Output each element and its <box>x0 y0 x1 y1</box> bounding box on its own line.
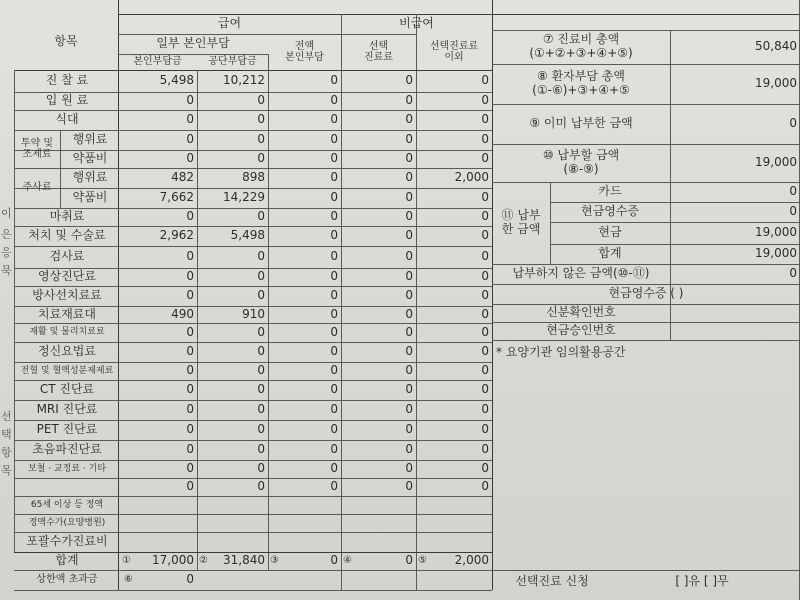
row-label: 재활 및 물리치료료 <box>29 327 105 338</box>
totals-marker: ⑤ <box>418 555 427 567</box>
side-char: 묵 <box>1 264 12 277</box>
group-label-dispensing: 투약 및 조제료 <box>20 137 54 160</box>
table-cell-value <box>197 532 268 552</box>
table-cell-value: 0 <box>186 461 194 476</box>
table-cell-value: 0 <box>481 190 489 205</box>
table-cell-value: 0 <box>330 479 338 494</box>
table-cell-value: 0 <box>330 151 338 166</box>
table-cell-value: 0 <box>257 442 265 457</box>
payment-method-value: 19,000 <box>755 246 797 261</box>
table-cell-value: 0 <box>481 442 489 457</box>
cash-receipt-label: 현금영수증 ( ) <box>608 286 684 301</box>
table-cell-value: 0 <box>481 382 489 397</box>
group-label-injection: 주사료 <box>22 182 52 194</box>
free-space-note: * 요양기관 임의활용공간 <box>496 345 626 360</box>
table-cell-value: 0 <box>481 461 489 476</box>
table-cell-value: 0 <box>186 382 194 397</box>
payment-method-label: 현금 <box>598 225 622 240</box>
totals-value: 0 <box>405 553 413 568</box>
table-cell-value: 0 <box>186 442 194 457</box>
table-cell-value <box>416 532 492 552</box>
calc-paid-amount-label: ⑪ 납부 한 금액 <box>501 208 541 236</box>
row-label: 포괄수가진료비 <box>26 534 108 549</box>
table-cell-value: 0 <box>405 402 413 417</box>
table-cell-value: 0 <box>481 228 489 243</box>
table-cell-value: 0 <box>257 249 265 264</box>
table-cell-value: 0 <box>330 461 338 476</box>
totals-marker: ④ <box>343 555 352 567</box>
row-label: 처치 및 수술료 <box>28 228 106 243</box>
table-cell-value: 7,662 <box>159 190 194 205</box>
table-cell-value: 0 <box>481 209 489 224</box>
table-cell-value: 0 <box>405 344 413 359</box>
row-label: 진 찰 료 <box>45 73 89 88</box>
payment-method-value: 0 <box>789 184 797 199</box>
table-cell-value: 0 <box>330 249 338 264</box>
row-label: 식대 <box>55 112 79 127</box>
calc-paid-label: ⑨ 이미 납부한 금액 <box>529 116 633 131</box>
side-char: 목 <box>1 464 12 477</box>
table-cell-value: 5,498 <box>159 73 194 88</box>
table-cell-value: 0 <box>405 479 413 494</box>
table-cell-value: 0 <box>405 228 413 243</box>
optional-request-label: 선택진료 신청 <box>515 574 589 589</box>
cap-marker: ⑥ <box>124 574 133 586</box>
column-header-item: 항목 <box>54 34 78 49</box>
calc-due-value: 19,000 <box>755 155 797 170</box>
side-char: 응 <box>1 246 12 259</box>
table-cell-value: 0 <box>330 324 338 339</box>
table-cell-value: 0 <box>481 151 489 166</box>
table-cell-value: 0 <box>405 112 413 127</box>
table-cell-value: 0 <box>186 288 194 303</box>
table-cell-value: 14,229 <box>223 190 265 205</box>
table-cell-value: 0 <box>481 324 489 339</box>
table-cell-value: 0 <box>186 479 194 494</box>
payment-method-label: 합계 <box>598 246 622 261</box>
calc-total-value: 50,840 <box>755 39 797 54</box>
table-cell-value: 0 <box>257 363 265 378</box>
payment-method-value: 0 <box>789 204 797 219</box>
table-cell-value: 0 <box>405 442 413 457</box>
totals-marker: ③ <box>270 555 279 567</box>
totals-marker: ① <box>122 555 131 567</box>
table-cell-value: 0 <box>186 363 194 378</box>
table-cell-value: 0 <box>330 228 338 243</box>
table-cell-value: 2,962 <box>159 228 194 243</box>
row-label: 65세 이상 등 정액 <box>30 499 104 510</box>
table-cell-value: 0 <box>330 209 338 224</box>
table-cell-value: 0 <box>186 93 194 108</box>
table-cell-value: 0 <box>481 249 489 264</box>
table-cell-value: 0 <box>405 249 413 264</box>
table-cell-value: 0 <box>330 190 338 205</box>
table-cell-value: 0 <box>481 132 489 147</box>
table-cell-value: 0 <box>257 344 265 359</box>
table-cell-value: 0 <box>481 479 489 494</box>
table-cell-value: 0 <box>186 269 194 284</box>
table-cell-value: 490 <box>171 306 194 321</box>
header-optional: 선택 진료료 <box>364 40 393 63</box>
table-cell-value: 0 <box>405 190 413 205</box>
table-cell-value: 0 <box>186 209 194 224</box>
header-partial-self: 일부 본인부담 <box>156 36 230 51</box>
grid-line <box>492 340 800 341</box>
table-cell-value <box>416 496 492 514</box>
table-cell-value: 0 <box>405 132 413 147</box>
table-cell-value: 0 <box>481 269 489 284</box>
table-cell-value: 0 <box>257 324 265 339</box>
table-cell-value: 0 <box>330 382 338 397</box>
row-label: PET 진단료 <box>36 422 98 437</box>
table-cell-value: 0 <box>186 249 194 264</box>
calc-total-label: ⑦ 진료비 총액 (①+②+③+④+⑤) <box>529 32 633 60</box>
table-cell-value: 0 <box>405 73 413 88</box>
table-cell-value: 0 <box>330 269 338 284</box>
table-cell-value: 0 <box>405 151 413 166</box>
table-cell-value: 0 <box>405 306 413 321</box>
table-cell-value: 0 <box>186 132 194 147</box>
row-label: 영상진단료 <box>38 269 96 284</box>
side-char: 택 <box>1 428 12 441</box>
table-cell-value: 0 <box>186 422 194 437</box>
table-cell-value: 0 <box>481 288 489 303</box>
table-cell-value: 0 <box>405 209 413 224</box>
totals-value: 2,000 <box>454 553 489 568</box>
row-label <box>14 478 120 496</box>
table-cell-value <box>341 496 416 514</box>
table-cell-value <box>416 514 492 532</box>
table-cell-value <box>268 496 341 514</box>
totals-label: 합계 <box>55 553 79 568</box>
table-cell-value <box>120 496 197 514</box>
table-cell-value: 0 <box>405 269 413 284</box>
table-cell-value: 0 <box>257 402 265 417</box>
table-cell-value: 0 <box>186 324 194 339</box>
table-cell-value <box>341 532 416 552</box>
table-cell-value: 0 <box>330 442 338 457</box>
table-cell-value: 0 <box>330 112 338 127</box>
table-cell-value: 0 <box>186 344 194 359</box>
row-label: 마취료 <box>49 209 85 224</box>
row-label: 치료재료대 <box>38 306 96 321</box>
table-cell-value <box>120 514 197 532</box>
table-cell-value: 0 <box>481 422 489 437</box>
table-cell-value: 0 <box>257 288 265 303</box>
calc-patient-label: ⑧ 환자부담 총액 (①-⑥)+③+④+⑤ <box>532 69 630 97</box>
table-cell-value: 0 <box>481 402 489 417</box>
totals-value: 17,000 <box>152 553 194 568</box>
table-cell-value: 0 <box>257 269 265 284</box>
table-cell-value: 0 <box>257 93 265 108</box>
table-cell-value: 898 <box>242 170 265 185</box>
row-label: 행위료 <box>72 170 108 185</box>
table-cell-value: 0 <box>186 112 194 127</box>
totals-marker: ② <box>199 555 208 567</box>
row-label: MRI 진단료 <box>36 402 98 417</box>
row-label: 약품비 <box>72 151 108 166</box>
table-cell-value: 0 <box>481 112 489 127</box>
table-cell-value: 0 <box>481 363 489 378</box>
row-label: 보철 · 교정료 · 기타 <box>27 463 107 474</box>
table-cell-value: 5,498 <box>230 228 265 243</box>
calc-due-label: ⑩ 납부할 금액 (⑧-⑨) <box>542 148 620 176</box>
table-cell-value <box>268 532 341 552</box>
approval-number-label: 현금승인번호 <box>546 323 616 338</box>
table-cell-value: 0 <box>405 363 413 378</box>
calc-unpaid-label: 납부하지 않은 금액(⑩-⑪) <box>512 266 650 281</box>
table-cell-value: 0 <box>481 306 489 321</box>
table-cell-value: 2,000 <box>454 170 489 185</box>
table-cell-value <box>341 514 416 532</box>
table-cell-value: 0 <box>257 461 265 476</box>
table-cell-value: 482 <box>171 170 194 185</box>
header-non-covered: 비급여 <box>399 16 434 31</box>
table-cell-value: 0 <box>257 209 265 224</box>
table-cell-value: 0 <box>330 306 338 321</box>
table-cell-value: 0 <box>405 324 413 339</box>
header-self-amount: 본인부담금 <box>133 56 182 68</box>
row-label: 행위료 <box>72 132 108 147</box>
table-cell-value: 0 <box>330 73 338 88</box>
header-insurer-amount: 공단부담금 <box>208 56 257 68</box>
table-cell-value: 910 <box>242 306 265 321</box>
table-cell-value: 0 <box>330 344 338 359</box>
table-cell-value <box>268 514 341 532</box>
totals-value: 31,840 <box>223 553 265 568</box>
row-label: 초음파진단료 <box>32 442 102 457</box>
id-number-label: 신분확인번호 <box>546 305 616 320</box>
table-cell-value: 0 <box>481 73 489 88</box>
totals-value: 0 <box>330 553 338 568</box>
grid-line <box>492 570 800 571</box>
calc-paid-value: 0 <box>789 116 797 131</box>
side-char: 선 <box>1 410 12 423</box>
payment-method-label: 카드 <box>598 184 622 199</box>
row-label: 검사료 <box>49 249 85 264</box>
table-cell-value: 10,212 <box>223 73 265 88</box>
payment-method-label: 현금영수증 <box>581 204 639 219</box>
calc-patient-value: 19,000 <box>755 76 797 91</box>
table-cell-value: 0 <box>405 170 413 185</box>
table-cell-value: 0 <box>405 422 413 437</box>
cap-label: 상한액 초과금 <box>36 574 98 586</box>
header-other: 선택진료료 이외 <box>429 40 479 63</box>
row-label: 방사선치료료 <box>32 288 102 303</box>
table-cell-value: 0 <box>330 170 338 185</box>
row-label: 전혈 및 혈액성분제제료 <box>20 365 114 376</box>
table-cell-value <box>197 514 268 532</box>
table-cell-value: 0 <box>481 93 489 108</box>
table-cell-value: 0 <box>257 479 265 494</box>
table-cell-value: 0 <box>330 288 338 303</box>
table-cell-value: 0 <box>186 151 194 166</box>
side-char: 항 <box>1 446 12 459</box>
table-cell-value: 0 <box>257 151 265 166</box>
table-cell-value: 0 <box>405 93 413 108</box>
table-cell-value: 0 <box>330 363 338 378</box>
header-covered: 급여 <box>217 16 242 31</box>
calc-unpaid-value: 0 <box>789 266 797 281</box>
payment-method-value: 19,000 <box>755 225 797 240</box>
table-cell-value: 0 <box>257 382 265 397</box>
table-cell-value: 0 <box>257 422 265 437</box>
side-char: 이 <box>1 207 12 220</box>
row-label: CT 진단료 <box>39 382 95 397</box>
table-cell-value: 0 <box>481 344 489 359</box>
side-char: 은 <box>1 228 12 241</box>
row-label: 정액수가(요양병원) <box>28 517 106 528</box>
row-label: 정신요법료 <box>38 344 96 359</box>
grid-line <box>14 590 492 591</box>
row-label: 입 원 료 <box>45 93 89 108</box>
table-cell-value: 0 <box>405 382 413 397</box>
table-cell-value: 0 <box>405 461 413 476</box>
calc-title <box>492 14 800 30</box>
table-cell-value: 0 <box>405 288 413 303</box>
optional-request-value: [ ]유 [ ]무 <box>675 574 729 589</box>
header-full-self: 전액 본인부담 <box>285 40 324 63</box>
table-cell-value: 0 <box>330 93 338 108</box>
table-cell-value: 0 <box>257 132 265 147</box>
table-cell-value <box>197 496 268 514</box>
cap-value: 0 <box>186 572 194 587</box>
table-cell-value <box>120 532 197 552</box>
table-cell-value: 0 <box>330 402 338 417</box>
table-cell-value: 0 <box>257 112 265 127</box>
row-label: 약품비 <box>72 190 108 205</box>
table-cell-value: 0 <box>186 402 194 417</box>
table-cell-value: 0 <box>330 422 338 437</box>
table-cell-value: 0 <box>330 132 338 147</box>
